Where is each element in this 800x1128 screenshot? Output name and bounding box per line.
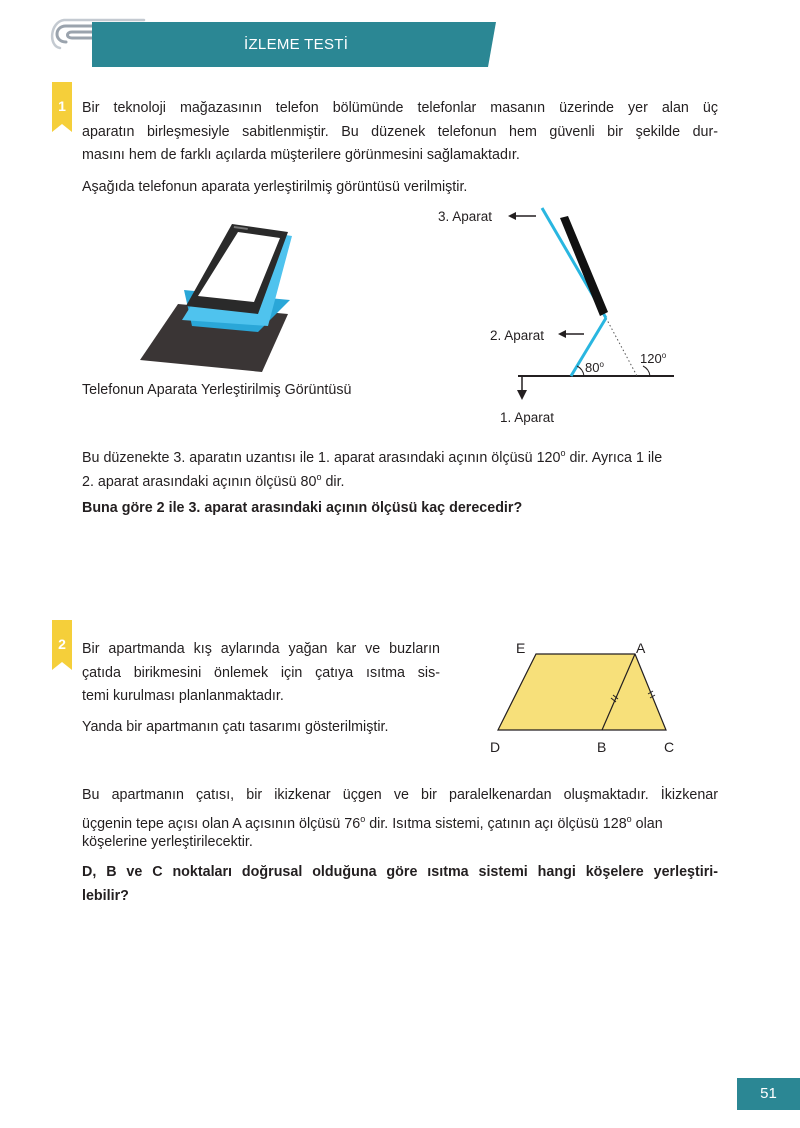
extension-dotted-line xyxy=(606,318,637,376)
q1-intro-line-3: masını hem de farklı açılarda müşterilere görünmesini sağlamaktadır. xyxy=(82,147,520,163)
angle-120-label: 120$^o$ xyxy=(640,351,667,366)
page-title: İZLEME TESTİ xyxy=(244,36,349,53)
q1-intro-line-1: Bir teknoloji mağazasının telefon bölümünde telefonlar masanın üzerinde yer alan üç xyxy=(82,100,718,116)
point-E-label: E xyxy=(516,640,526,656)
label-aparat-1: 1. Aparat xyxy=(500,410,555,425)
point-A-label: A xyxy=(636,640,646,656)
roof-diagram xyxy=(480,634,690,759)
q2-question-line-1: D, B ve C noktaları doğrusal olduğuna göre ısıtma sistemi hangi köşelere yerleştiri- xyxy=(82,864,718,880)
point-C-label: C xyxy=(664,739,675,755)
aparat-angle-diagram xyxy=(430,200,690,435)
q2-intro-line-2: çatıda birikmesini önlemek için çatıya ısıtma sis- xyxy=(82,664,440,681)
q1-intro-line-4: Aşağıda telefonun aparata yerleştirilmiş görüntüsü verilmiştir. xyxy=(82,179,468,195)
angle-80-label: 80$^o$ xyxy=(585,360,604,375)
q2-intro-line-1: Bir apartmanda kış aylarında yağan kar ve buzların xyxy=(82,641,440,657)
q2-body-line-1: Bu apartmanın çatısı, bir ikizkenar üçgen ve bir paralelkenardan oluşmaktadır. İkizkenar xyxy=(82,787,718,803)
phone-side xyxy=(560,216,608,316)
question-number: 1 xyxy=(58,98,66,114)
q2-intro-line-4: Yanda bir apartmanın çatı tasarımı gösterilmiştir. xyxy=(82,719,389,735)
q1-image-caption: Telefonun Aparata Yerleştirilmiş Görüntüsü xyxy=(82,382,352,398)
point-D-label: D xyxy=(490,739,501,755)
question-1-badge xyxy=(52,82,76,132)
q1-info-line-2: 2. aparat arasındaki açının ölçüsü 80$^o$ dir. xyxy=(82,471,345,490)
q1-info-line-1: Bu düzenekte 3. aparatın uzantısı ile 1. aparat arasındaki açının ölçüsü 120$^o$ dir. Ayrıca 1 ile xyxy=(82,448,663,466)
q2-question-line-2: lebilir? xyxy=(82,887,129,904)
page-number: 51 xyxy=(760,1085,777,1102)
q2-intro-line-3: temi kurulması planlanmaktadır. xyxy=(82,688,284,704)
question-2-badge xyxy=(52,620,76,670)
q2-body-line-2: üçgenin tepe açısı olan A açısının ölçüsü 76$^o$ dir. Isıtma sistemi, çatının açı ölçüsü 128$^o$ olan xyxy=(82,813,663,832)
roof-shape xyxy=(498,654,666,730)
q1-intro-line-2: aparatın birleşmesiyle sabitlenmiştir. Bu düzenek telefonun hem güvenli bir şekilde dur- xyxy=(82,123,718,140)
label-aparat-3: 3. Aparat xyxy=(438,209,493,224)
q2-body-line-3: köşelerine yerleştirilecektir. xyxy=(82,834,253,850)
phone-on-stand-illustration xyxy=(140,222,300,372)
point-B-label: B xyxy=(597,739,607,755)
label-aparat-2: 2. Aparat xyxy=(490,328,545,343)
question-number: 2 xyxy=(58,636,66,652)
q1-question: Buna göre 2 ile 3. aparat arasındaki açının ölçüsü kaç derecedir? xyxy=(82,500,523,516)
